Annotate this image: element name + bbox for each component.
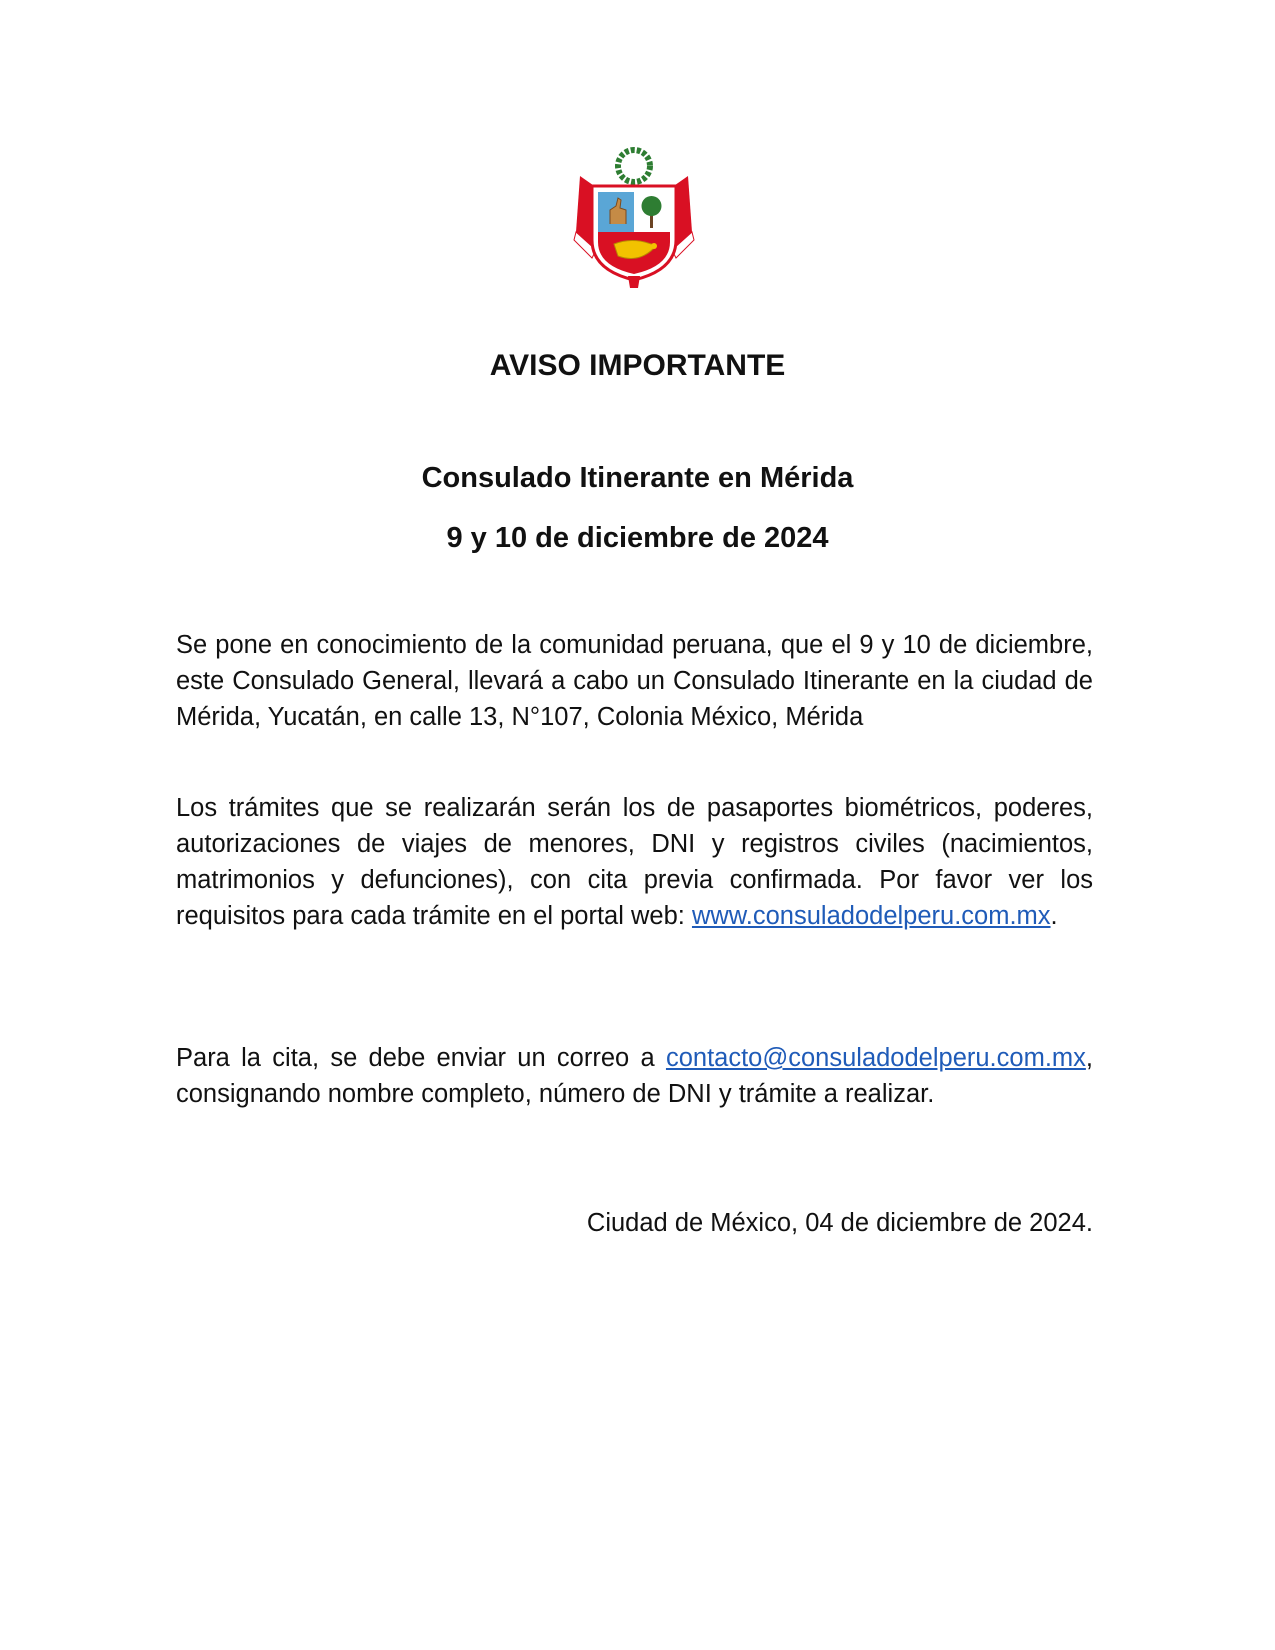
procedures-text: Los trámites que se realizarán serán los de pasaportes biométricos, poderes, autorizaciones de viajes de menores, DNI y registros civiles (nacimientos, matrimonios y defunciones), con cita previa confirmada. Por favor ver los requisitos para cada trámite en el portal web: [176,794,1093,930]
email-link[interactable]: contacto@consuladodelperu.com.mx [665,1044,1086,1072]
procedures-period: . [1050,902,1058,930]
coat-of-arms-icon [570,140,698,290]
appointment-text-end: , consignando nombre completo, número de DNI y trámite a realizar. [176,1044,1093,1108]
website-link[interactable]: www.consuladodelperu.com.mx [691,902,1051,930]
appointment-text-start: Para la cita, se debe enviar un correo a [176,1044,666,1072]
page-title: AVISO IMPORTANTE [489,349,786,382]
appointment-paragraph [176,1040,1093,1112]
procedures-paragraph [176,790,1093,934]
announcement-paragraph: Se pone en conocimiento de la comunidad peruana, que el 9 y 10 de diciembre, este Consulado General, llevará a cabo un Consulado Itinerante en la ciudad de Mérida, Yucatán, en calle 13, N°107, Colonia México, Mérida [176,631,1093,731]
date-signoff: Ciudad de México, 04 de diciembre de 2024. [586,1209,1093,1237]
subtitle-location: Consulado Itinerante en Mérida [421,462,854,494]
subtitle-dates: 9 y 10 de diciembre de 2024 [446,522,829,554]
